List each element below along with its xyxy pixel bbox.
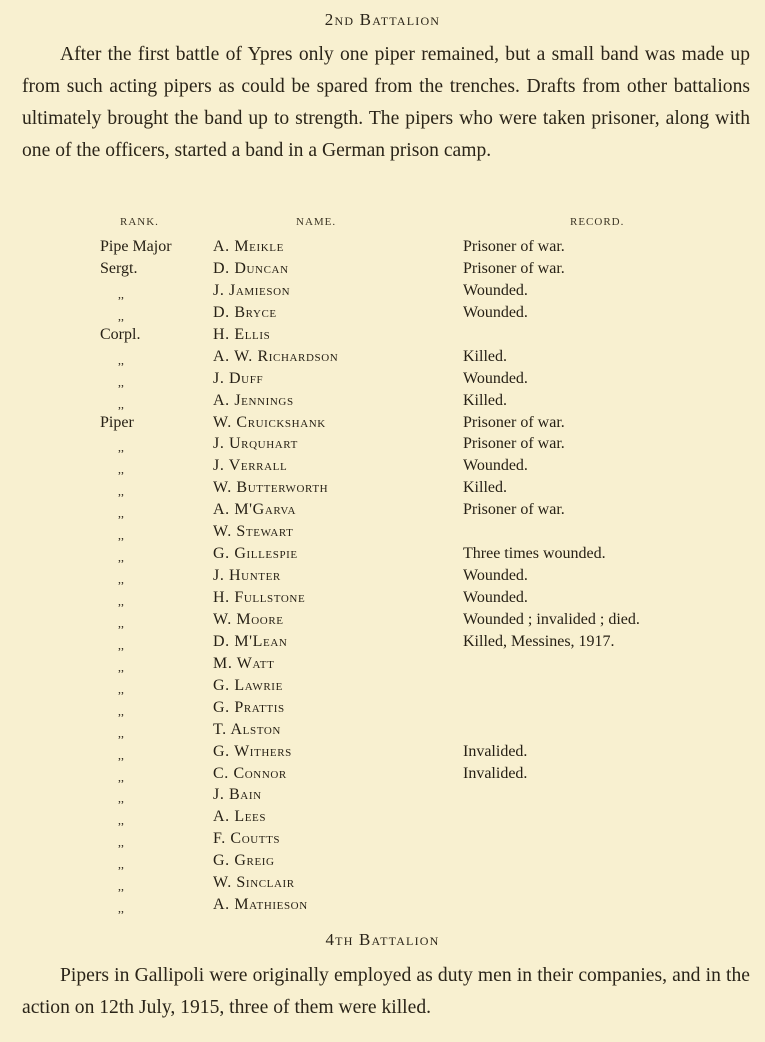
paragraph-4th-battalion <box>22 960 750 1024</box>
table-row <box>0 499 765 521</box>
name-cell: T. Alston <box>213 720 281 738</box>
rank-ditto-mark: ,, <box>118 615 124 630</box>
table-row <box>0 653 765 675</box>
rank-ditto-mark: ,, <box>118 681 124 696</box>
name-cell: H. Fullstone <box>213 589 306 606</box>
record-cell: Killed. <box>463 347 507 365</box>
record-cell: Wounded. <box>463 281 528 299</box>
record-cell: Killed, Messines, 1917. <box>463 632 615 650</box>
section-heading-4th-battalion: 4th Battalion <box>325 930 440 949</box>
table-row <box>0 280 765 302</box>
table-row <box>0 543 765 565</box>
table-row <box>0 894 765 916</box>
name-cell: A. Mathieson <box>213 896 308 914</box>
table-row <box>0 477 765 499</box>
rank-ditto-mark: ,, <box>118 462 124 477</box>
name-cell: A. M'Garva <box>213 501 297 519</box>
table-row <box>0 763 765 785</box>
rank-ditto-mark: ,, <box>118 659 124 674</box>
rank-ditto-mark: ,, <box>118 769 124 784</box>
column-header-record: RECORD. <box>570 216 625 228</box>
record-cell: Wounded. <box>463 589 528 606</box>
table-row <box>0 675 765 697</box>
name-cell: H. Ellis <box>213 325 271 343</box>
name-cell: W. Moore <box>213 610 284 628</box>
rank-ditto-mark: ,, <box>118 594 124 608</box>
table-row <box>0 784 765 806</box>
record-cell: Invalided. <box>463 742 528 760</box>
name-cell: W. Cruickshank <box>213 413 326 431</box>
rank-ditto-mark: ,, <box>118 813 124 828</box>
record-cell: Prisoner of war. <box>463 238 565 255</box>
table-row <box>0 346 765 368</box>
paragraph-text: After the first battle of Ypres only one piper remained, but a small band was made up from such acting pipers as could be spared from the trenches. Drafts from other battalions ultimately brought the band up to strength. The pipers who were taken prisoner, along with one of the officers, started a band in a German prison camp. <box>22 44 750 161</box>
table-row <box>0 587 765 609</box>
column-header-name: NAME. <box>296 216 337 228</box>
name-cell: G. Prattis <box>213 698 285 716</box>
rank-ditto-mark: ,, <box>118 725 124 740</box>
rank-ditto-mark: ,, <box>118 747 124 762</box>
record-cell: Prisoner of war. <box>463 435 565 453</box>
rank-cell: Sergt. <box>100 259 138 277</box>
name-cell: C. Connor <box>213 764 287 782</box>
rank-ditto-mark: ,, <box>118 791 124 806</box>
name-cell: A. W. Richardson <box>213 347 339 365</box>
pipers-roster-table <box>0 236 765 916</box>
table-row <box>0 828 765 850</box>
rank-ditto-mark: ,, <box>118 857 124 872</box>
rank-ditto-mark: ,, <box>118 308 124 323</box>
name-cell: G. Lawrie <box>213 676 283 694</box>
name-cell: W. Stewart <box>213 523 294 541</box>
table-row <box>0 631 765 653</box>
rank-ditto-mark: ,, <box>118 637 124 652</box>
name-cell: D. Bryce <box>213 303 277 321</box>
table-row <box>0 236 765 258</box>
table-row <box>0 741 765 763</box>
rank-ditto-mark: ,, <box>118 528 124 543</box>
name-cell: A. Jennings <box>213 391 294 409</box>
name-cell: J. Bain <box>213 786 262 804</box>
rank-ditto-mark: ,, <box>118 506 124 521</box>
name-cell: D. Duncan <box>213 259 289 277</box>
rank-cell: Piper <box>100 413 134 431</box>
rank-ditto-mark: ,, <box>118 572 124 587</box>
rank-ditto-mark: ,, <box>118 286 124 301</box>
rank-ditto-mark: ,, <box>118 703 124 718</box>
table-row <box>0 565 765 587</box>
table-row <box>0 324 765 346</box>
table-row <box>0 368 765 390</box>
table-row <box>0 850 765 872</box>
name-cell: J. Urquhart <box>213 435 298 453</box>
rank-ditto-mark: ,, <box>118 550 124 565</box>
name-cell: A. Meikle <box>213 238 284 255</box>
record-cell: Wounded. <box>463 303 528 321</box>
name-cell: W. Butterworth <box>213 479 329 497</box>
rank-ditto-mark: ,, <box>118 352 124 367</box>
name-cell: J. Hunter <box>213 567 281 585</box>
name-cell: J. Verrall <box>213 457 288 475</box>
name-cell: J. Jamieson <box>213 281 291 299</box>
table-row <box>0 609 765 631</box>
table-row <box>0 455 765 477</box>
rank-ditto-mark: ,, <box>118 901 124 916</box>
table-row <box>0 412 765 434</box>
record-cell: Invalided. <box>463 764 528 782</box>
rank-ditto-mark: ,, <box>118 374 124 389</box>
name-cell: G. Greig <box>213 852 275 870</box>
rank-ditto-mark: ,, <box>118 396 124 411</box>
record-cell: Prisoner of war. <box>463 501 565 519</box>
column-header-rank: RANK. <box>120 216 159 228</box>
table-row <box>0 521 765 543</box>
rank-ditto-mark: ,, <box>118 484 124 499</box>
name-cell: W. Sinclair <box>213 874 295 892</box>
name-cell: G. Withers <box>213 742 292 760</box>
record-cell: Killed. <box>463 479 507 497</box>
record-cell: Prisoner of war. <box>463 259 565 277</box>
record-cell: Killed. <box>463 391 507 409</box>
record-cell: Wounded ; invalided ; died. <box>463 610 640 628</box>
paragraph-2nd-battalion <box>22 39 750 167</box>
name-cell: M. Watt <box>213 654 275 672</box>
paragraph-text: Pipers in Gallipoli were originally employed as duty men in their companies, and in the action on 12th July, 1915, three of them were killed. <box>22 965 750 1018</box>
rank-cell: Pipe Major <box>100 238 172 255</box>
name-cell: G. Gillespie <box>213 545 298 563</box>
record-cell: Wounded. <box>463 369 528 387</box>
table-row <box>0 872 765 894</box>
rank-cell: Corpl. <box>100 325 141 343</box>
record-cell: Wounded. <box>463 457 528 475</box>
record-cell: Prisoner of war. <box>463 413 565 431</box>
record-cell: Three times wounded. <box>463 545 606 563</box>
name-cell: D. M'Lean <box>213 632 288 650</box>
section-heading-2nd-battalion: 2nd Battalion <box>324 10 441 29</box>
name-cell: J. Duff <box>213 369 264 387</box>
rank-ditto-mark: ,, <box>118 440 124 455</box>
record-cell: Wounded. <box>463 567 528 585</box>
table-row <box>0 302 765 324</box>
table-row <box>0 390 765 412</box>
rank-ditto-mark: ,, <box>118 835 124 850</box>
rank-ditto-mark: ,, <box>118 879 124 894</box>
name-cell: A. Lees <box>213 808 267 826</box>
table-row <box>0 719 765 741</box>
table-row <box>0 806 765 828</box>
table-row <box>0 697 765 719</box>
name-cell: F. Coutts <box>213 830 281 848</box>
table-row <box>0 258 765 280</box>
table-row <box>0 433 765 455</box>
